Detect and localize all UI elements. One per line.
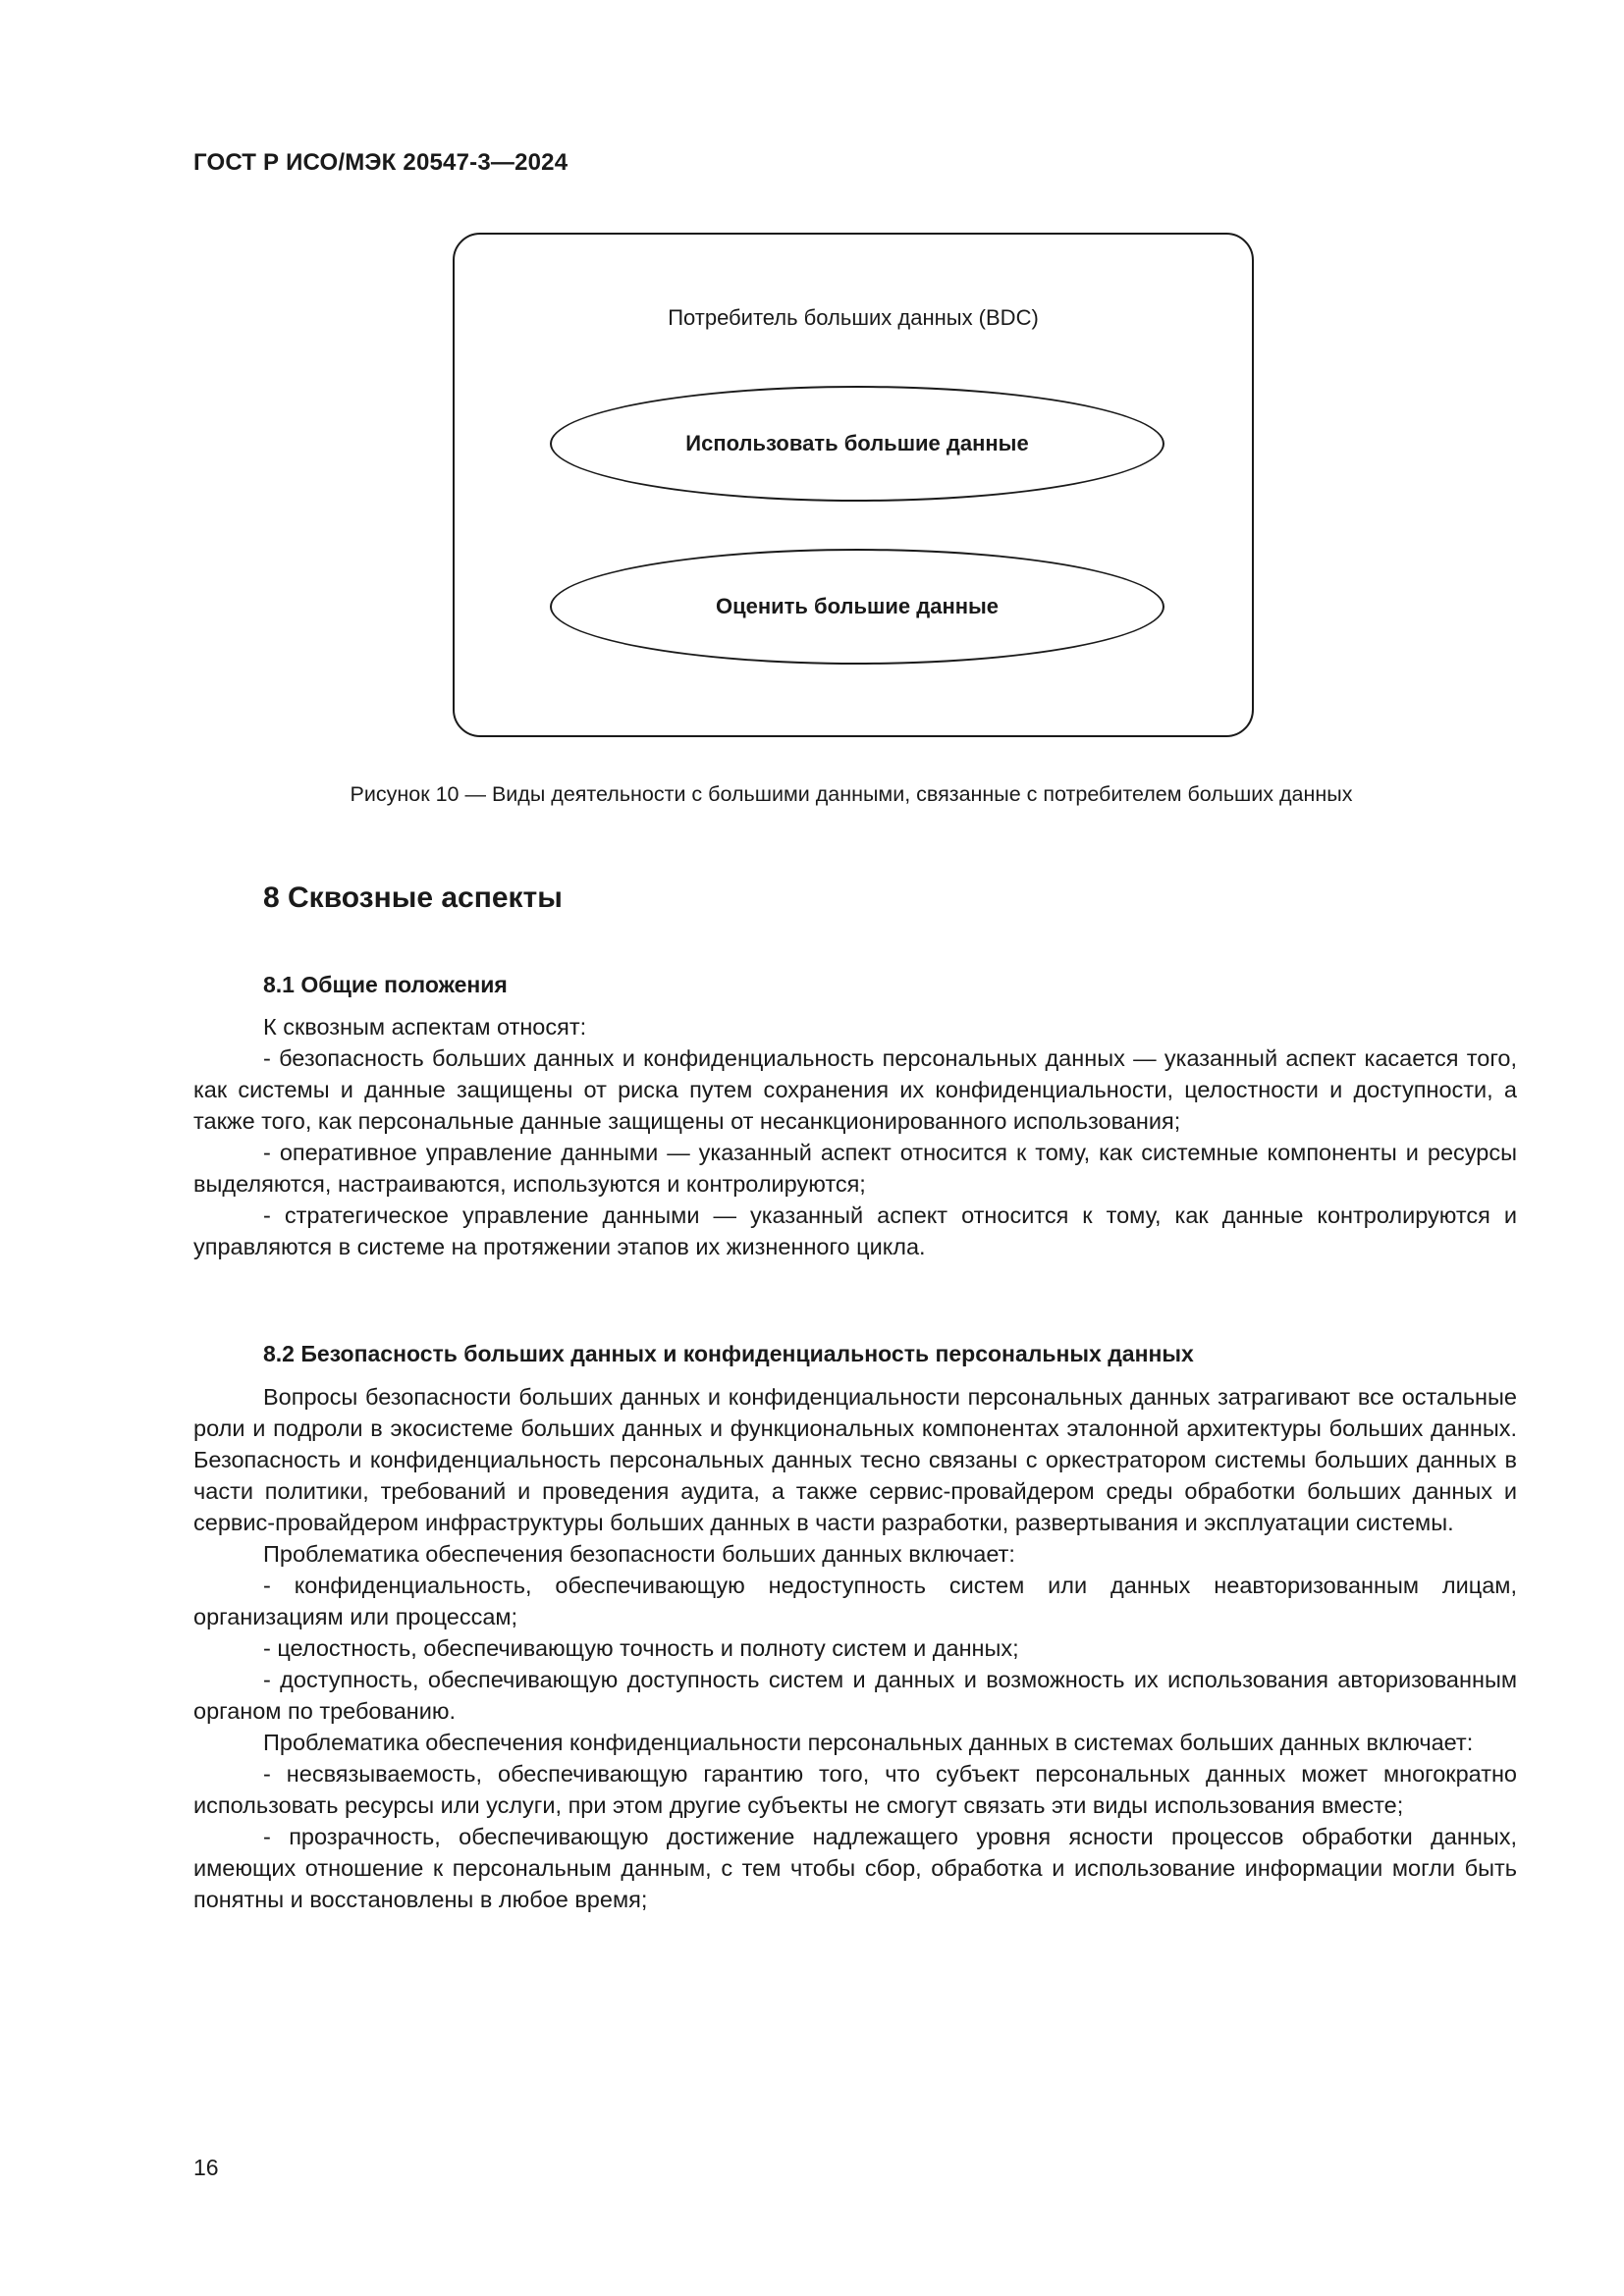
subsection-heading-8-1: 8.1 Общие положения: [263, 972, 508, 997]
list-item: - безопасность больших данных и конфиденциальность персональных данных — указанный аспект касается того, как системы и данные защищены от риска путем сохранения их конфиденциальности, целостности и доступности, а также того, как персональные данные защищены от несанкционированного использования;: [193, 1045, 1517, 1134]
list-item: - стратегическое управление данными — указанный аспект относится к тому, как данные контролируются и управляются в системе на протяжении этапов их жизненного цикла.: [193, 1202, 1517, 1259]
subsection-8-2-body: [193, 1381, 1517, 1915]
list-item: - прозрачность, обеспечивающую достижение надлежащего уровня ясности процессов обработки данных, имеющих отношение к персональным данным, с тем чтобы сбор, обработка и использование информации могли быть понятны и восстановлены в любое время;: [193, 1824, 1517, 1912]
paragraph: Вопросы безопасности больших данных и конфиденциальности персональных данных затрагивают все остальные роли и подроли в экосистеме больших данных и функциональных компонентах эталонной архитектуры больших данных. Безопасность и конфиденциальность персональных данных тесно связаны с оркестратором системы больших данных в части политики, требований и проведения аудита, а также сервис-провайдером среды обработки больших данных и сервис-провайдером инфраструктуры больших данных в части разработки, развертывания и эксплуатации системы.: [193, 1384, 1517, 1535]
figure-caption: Рисунок 10 — Виды деятельности с большими данными, связанные с потребителем больших данных: [350, 782, 1353, 806]
list-item: - конфиденциальность, обеспечивающую недоступность систем или данных неавторизованным лицам, организациям или процессам;: [193, 1573, 1517, 1629]
subsection-heading-8-2: 8.2 Безопасность больших данных и конфиденциальность персональных данных: [263, 1341, 1194, 1366]
activity-evaluate-big-data: Оценить большие данные: [550, 549, 1164, 665]
document-header: ГОСТ Р ИСО/МЭК 20547-3—2024: [193, 149, 568, 176]
list-item: - оперативное управление данными — указанный аспект относится к тому, как системные компоненты и ресурсы выделяются, настраиваются, используются и контролируются;: [193, 1140, 1517, 1197]
diagram-title: Потребитель больших данных (BDC): [668, 305, 1039, 330]
paragraph: Проблематика обеспечения безопасности больших данных включает:: [263, 1541, 1015, 1567]
list-item: - доступность, обеспечивающую доступность систем и данных и возможность их использования авторизованным органом по требованию.: [193, 1667, 1517, 1724]
list-item: - несвязываемость, обеспечивающую гарантию того, что субъект персональных данных может многократно использовать ресурсы или услуги, при этом другие субъекты не смогут связать эти виды использования вместе;: [193, 1761, 1517, 1818]
activity-use-big-data: Использовать большие данные: [550, 386, 1164, 502]
bdc-diagram-frame: [453, 233, 1254, 737]
paragraph: Проблематика обеспечения конфиденциальности персональных данных в системах больших данных включает:: [263, 1730, 1474, 1755]
list-item: - целостность, обеспечивающую точность и полноту систем и данных;: [263, 1635, 1019, 1661]
section-heading: 8 Сквозные аспекты: [263, 881, 563, 914]
subsection-8-1-body: [193, 1011, 1517, 1262]
paragraph: К сквозным аспектам относят:: [263, 1014, 587, 1040]
page-number: 16: [193, 2155, 219, 2180]
